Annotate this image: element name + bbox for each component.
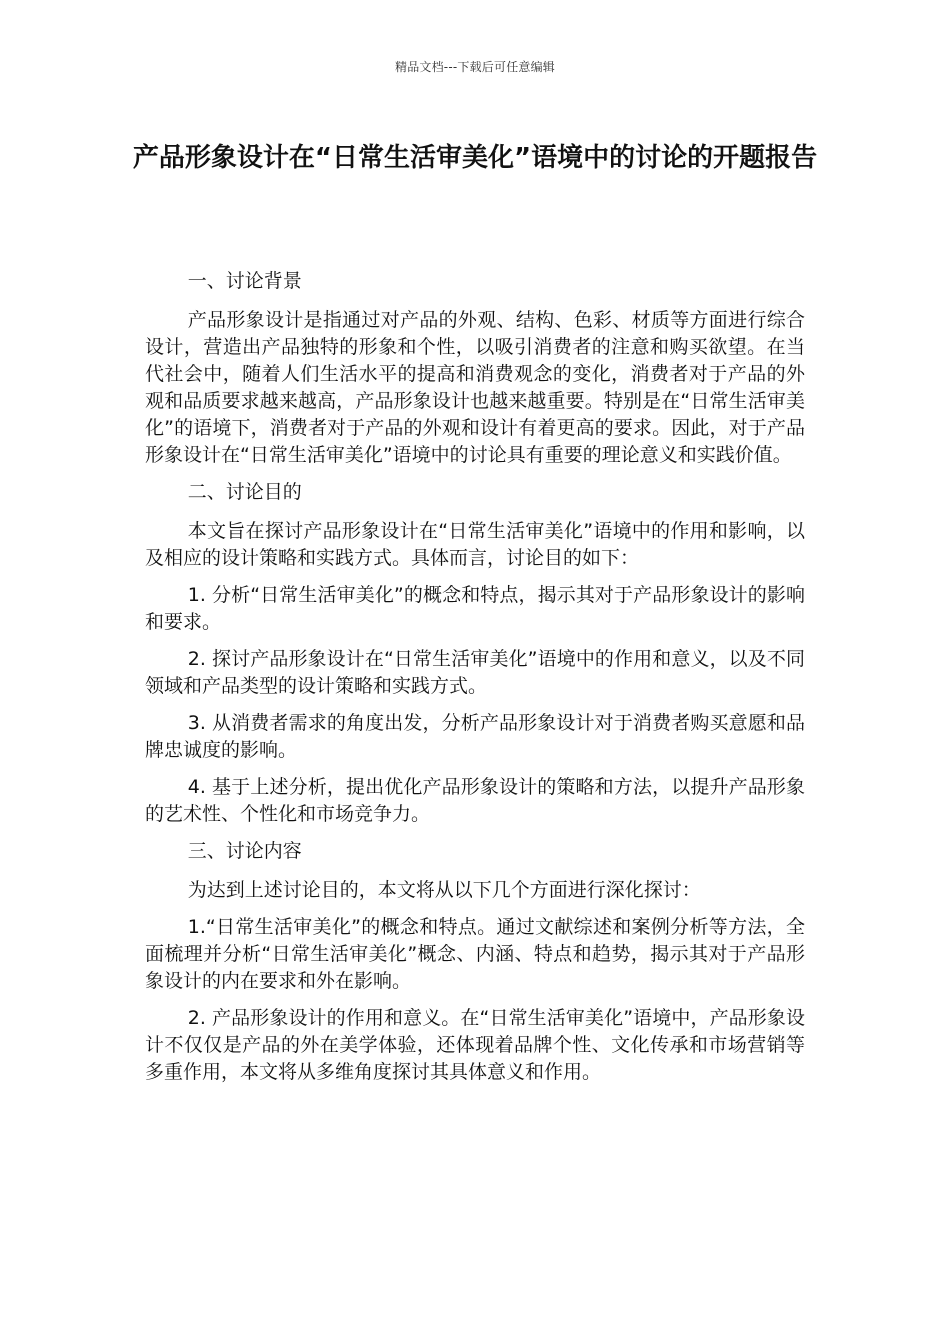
list-item: 4. 基于上述分析，提出优化产品形象设计的策略和方法，以提升产品形象的艺术性、个性化和市场竞争力。: [145, 776, 805, 825]
header-note: 精品文档---下载后可任意编辑: [395, 60, 555, 74]
document-body: [145, 268, 805, 1096]
list-item: 2. 探讨产品形象设计在“日常生活审美化”语境中的作用和意义，以及不同领域和产品类型的设计策略和实践方式。: [145, 648, 805, 697]
list-item: 1.“日常生活审美化”的概念和特点。通过文献综述和案例分析等方法，全面梳理并分析“日常生活审美化”概念、内涵、特点和趋势，揭示其对于产品形象设计的内在要求和外在影响。: [145, 916, 805, 992]
paragraph: 为达到上述讨论目的，本文将从以下几个方面进行深化探讨：: [187, 879, 701, 901]
paragraph: 产品形象设计是指通过对产品的外观、结构、色彩、材质等方面进行综合设计，营造出产品独特的形象和个性，以吸引消费者的注意和购买欲望。在当代社会中，随着人们生活水平的提高和消费观念的变化，消费者对于产品的外观和品质要求越来越高，产品形象设计也越来越重要。特别是在“日常生活审美化”的语境下，消费者对于产品的外观和设计有着更高的要求。因此，对于产品形象设计在“日常生活审美化”语境中的讨论具有重要的理论意义和实践价值。: [145, 309, 805, 466]
section-heading-content: 三、讨论内容: [187, 840, 302, 862]
document-title: 产品形象设计在“日常生活审美化”语境中的讨论的开题报告: [132, 143, 818, 173]
paragraph: 本文旨在探讨产品形象设计在“日常生活审美化”语境中的作用和影响，以及相应的设计策略和实践方式。具体而言，讨论目的如下：: [145, 520, 805, 569]
list-item: 2. 产品形象设计的作用和意义。在“日常生活审美化”语境中，产品形象设计不仅仅是产品的外在美学体验，还体现着品牌个性、文化传承和市场营销等多重作用，本文将从多维角度探讨其具体意义和作用。: [145, 1007, 805, 1083]
section-heading-purpose: 二、讨论目的: [187, 481, 302, 503]
list-item: 3. 从消费者需求的角度出发，分析产品形象设计对于消费者购买意愿和品牌忠诚度的影响。: [145, 712, 805, 761]
section-heading-background: 一、讨论背景: [187, 270, 302, 292]
list-item: 1. 分析“日常生活审美化”的概念和特点，揭示其对于产品形象设计的影响和要求。: [145, 584, 805, 633]
